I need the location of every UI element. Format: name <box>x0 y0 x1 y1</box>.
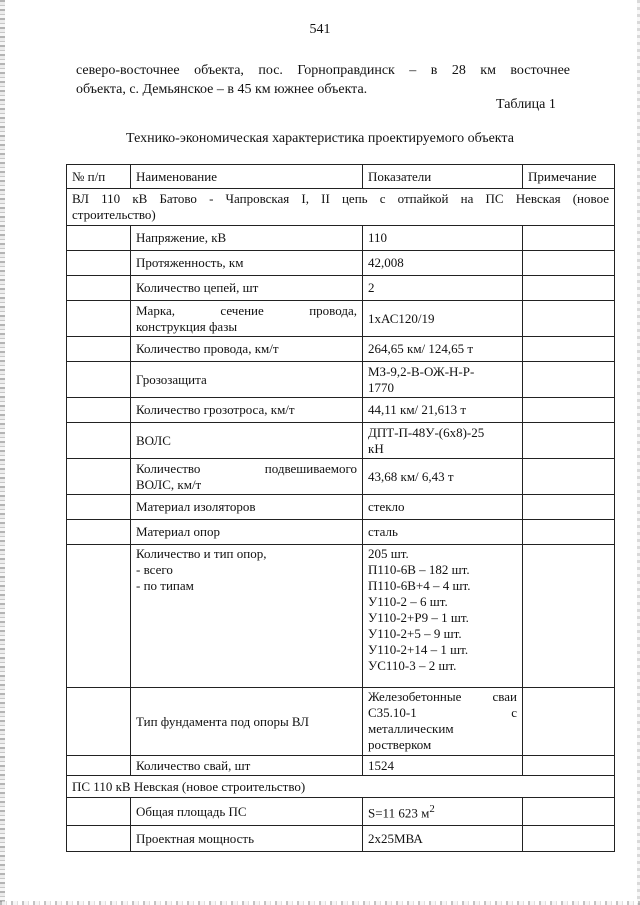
supports-value-line: УС110-3 – 2 шт. <box>368 658 457 673</box>
cell-value <box>363 688 523 756</box>
cell-name <box>131 545 363 688</box>
cell-value-line2: 1770 <box>368 379 394 395</box>
cell-value: 2 <box>363 276 523 301</box>
cell-number <box>67 545 131 688</box>
table-row <box>67 226 615 251</box>
cell-note <box>523 398 615 423</box>
cell-number <box>67 688 131 756</box>
cell-value: стекло <box>363 495 523 520</box>
table-row <box>67 276 615 301</box>
cell-name <box>131 301 363 337</box>
cell-number <box>67 276 131 301</box>
cell-value: сталь <box>363 520 523 545</box>
cell-name: Количество провода, км/т <box>131 337 363 362</box>
cell-value <box>363 362 523 398</box>
cell-name: Протяженность, км <box>131 251 363 276</box>
supports-name-line: Количество и тип опор, <box>136 546 267 561</box>
table-row <box>67 423 615 459</box>
intro-line-1: северо-восточнее объекта, пос. Горноправдинск – в 28 км восточнее <box>76 63 570 78</box>
area-value: S=11 623 м <box>368 805 430 821</box>
cell-note <box>523 495 615 520</box>
cell-note <box>523 545 615 688</box>
section-title-ps: ПС 110 кВ Невская (новое строительство) <box>67 776 615 798</box>
cell-value-line1: МЗ-9,2-В-ОЖ-Н-Р- <box>368 363 475 379</box>
cell-note <box>523 520 615 545</box>
section-row <box>67 776 615 798</box>
cell-note <box>523 459 615 495</box>
cell-note <box>523 276 615 301</box>
supports-name-line: - по типам <box>136 578 194 593</box>
supports-value-line: У110-2 – 6 шт. <box>368 594 448 609</box>
cell-value: 264,65 км/ 124,65 т <box>363 337 523 362</box>
header-name: Наименование <box>131 165 363 189</box>
cell-name: ВОЛС <box>131 423 363 459</box>
section-title-vl <box>67 189 615 226</box>
supports-name-line: - всего <box>136 562 173 577</box>
cell-value: 42,008 <box>363 251 523 276</box>
cell-name: Количество цепей, шт <box>131 276 363 301</box>
cell-name: Материал опор <box>131 520 363 545</box>
foundation-line1: Железобетонные сваи <box>368 689 517 704</box>
cell-value: 1524 <box>363 756 523 776</box>
table-label: Таблица 1 <box>496 97 556 112</box>
cell-number <box>67 301 131 337</box>
cell-number <box>67 362 131 398</box>
cell-value <box>363 423 523 459</box>
header-notes: Примечание <box>523 165 615 189</box>
cell-note <box>523 301 615 337</box>
table-row <box>67 520 615 545</box>
cell-name-line1: Количество подвешиваемого <box>136 460 357 476</box>
table-row <box>67 495 615 520</box>
section-row <box>67 189 615 226</box>
foundation-line3: металлическим <box>368 721 454 736</box>
section-title-vl-line1: ВЛ 110 кВ Батово - Чапровская I, II цепь с отпайкой на ПС Невская (новое <box>72 191 609 206</box>
cell-name: Количество грозотроса, км/т <box>131 398 363 423</box>
supports-value-line: П110-6В+4 – 4 шт. <box>368 578 471 593</box>
cell-name: Проектная мощность <box>131 826 363 852</box>
table-row <box>67 826 615 852</box>
cell-name: Тип фундамента под опоры ВЛ <box>131 688 363 756</box>
cell-note <box>523 362 615 398</box>
cell-number <box>67 398 131 423</box>
table-row <box>67 362 615 398</box>
cell-name-line2: ВОЛС, км/т <box>136 476 202 492</box>
cell-value: 1хАС120/19 <box>363 301 523 337</box>
scan-edge-bottom <box>0 901 640 905</box>
cell-note <box>523 226 615 251</box>
area-unit-exponent: 2 <box>429 803 435 816</box>
table-title: Технико-экономическая характеристика проектируемого объекта <box>126 131 514 146</box>
cell-number <box>67 520 131 545</box>
cell-number <box>67 756 131 776</box>
table-row <box>67 459 615 495</box>
intro-line-2: объекта, с. Демьянское – в 45 км южнее объекта. <box>76 82 368 97</box>
supports-value-line: У110-2+Р9 – 1 шт. <box>368 610 469 625</box>
cell-name: Напряжение, кВ <box>131 226 363 251</box>
cell-note <box>523 251 615 276</box>
cell-number <box>67 495 131 520</box>
cell-note <box>523 826 615 852</box>
supports-value-line: У110-2+5 – 9 шт. <box>368 626 462 641</box>
cell-number <box>67 826 131 852</box>
foundation-line2: С35.10-1 с <box>368 705 517 720</box>
cell-name <box>131 459 363 495</box>
spec-table <box>66 164 615 852</box>
cell-number <box>67 459 131 495</box>
cell-note <box>523 688 615 756</box>
supports-value-line: П110-6В – 182 шт. <box>368 562 470 577</box>
header-number: № п/п <box>67 165 131 189</box>
table-row <box>67 545 615 688</box>
cell-name: Грозозащита <box>131 362 363 398</box>
cell-name-line2: конструкция фазы <box>136 318 238 334</box>
cell-value: 2х25МВА <box>363 826 523 852</box>
cell-note <box>523 423 615 459</box>
cell-name: Общая площадь ПС <box>131 798 363 826</box>
table-row <box>67 756 615 776</box>
supports-value-line: У110-2+14 – 1 шт. <box>368 642 469 657</box>
cell-value: 110 <box>363 226 523 251</box>
cell-note <box>523 337 615 362</box>
table-row <box>67 337 615 362</box>
table-header-row <box>67 165 615 189</box>
supports-value-line: 205 шт. <box>368 546 409 561</box>
table-row <box>67 798 615 826</box>
foundation-line4: ростверком <box>368 737 432 752</box>
cell-value <box>363 545 523 688</box>
section-title-vl-line2: строительство) <box>72 207 156 222</box>
cell-number <box>67 226 131 251</box>
page-number: 541 <box>309 22 331 37</box>
cell-name-line1: Марка, сечение провода, <box>136 302 357 318</box>
table-row <box>67 301 615 337</box>
cell-number <box>67 423 131 459</box>
cell-name: Количество свай, шт <box>131 756 363 776</box>
cell-number <box>67 798 131 826</box>
header-values: Показатели <box>363 165 523 189</box>
cell-value: 44,11 км/ 21,613 т <box>363 398 523 423</box>
cell-note <box>523 798 615 826</box>
cell-name: Материал изоляторов <box>131 495 363 520</box>
intro-paragraph <box>76 61 570 99</box>
cell-value <box>363 798 523 826</box>
cell-value-line1: ДПТ-П-48У-(6х8)-25 <box>368 424 485 440</box>
cell-value: 43,68 км/ 6,43 т <box>363 459 523 495</box>
table-row <box>67 398 615 423</box>
table-row <box>67 251 615 276</box>
cell-number <box>67 251 131 276</box>
table-row <box>67 688 615 756</box>
cell-value-line2: кН <box>368 440 384 456</box>
cell-note <box>523 756 615 776</box>
cell-number <box>67 337 131 362</box>
